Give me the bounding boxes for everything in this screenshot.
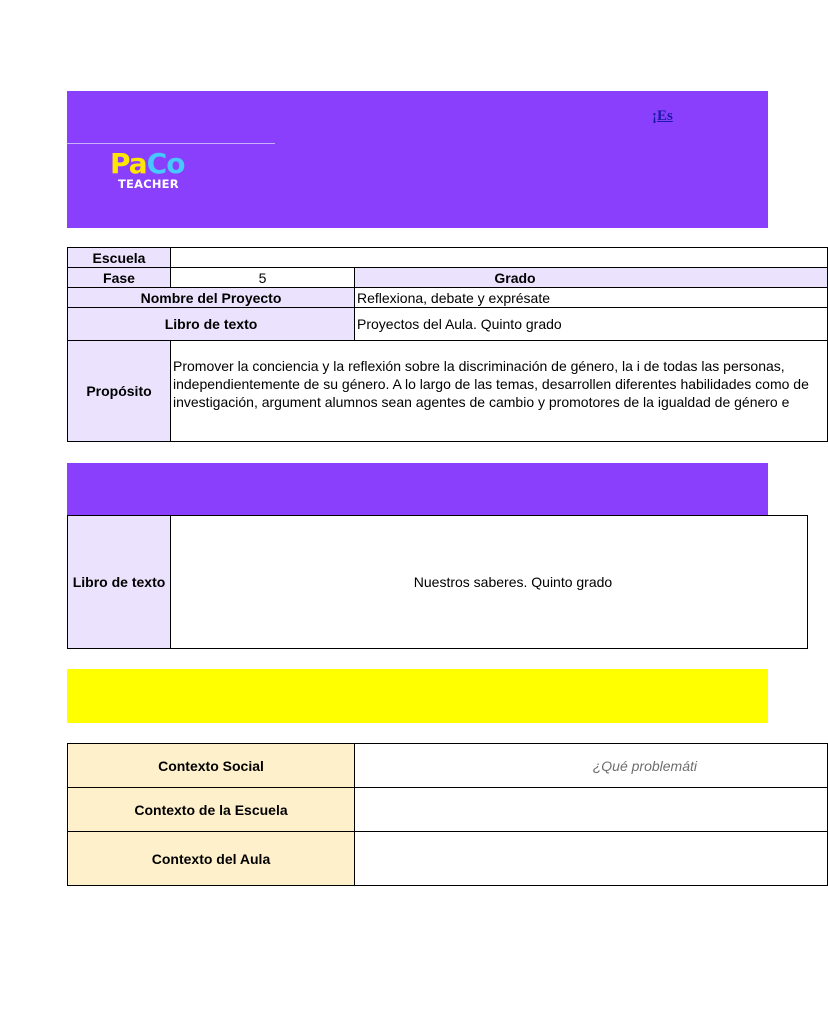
contexto-escuela-label: Contexto de la Escuela	[68, 788, 355, 832]
grado-label: Grado	[355, 268, 828, 288]
logo-divider	[67, 143, 275, 144]
libro-value[interactable]: Proyectos del Aula. Quinto grado	[355, 308, 828, 341]
proposito-label: Propósito	[68, 341, 171, 442]
nombre-value[interactable]: Reflexiona, debate y exprésate	[355, 288, 828, 308]
fase-value[interactable]: 5	[171, 268, 355, 288]
fase-label: Fase	[68, 268, 171, 288]
escuela-value[interactable]	[171, 248, 828, 268]
project-table	[67, 247, 809, 444]
proposito-value[interactable]: Promover la conciencia y la reflexión sobre la discriminación de género, la i de todas las personas, independientemente de su género. A lo largo de las temas, desarrollen diferentes habilidades como de investigación, argument alumnos sean agentes de cambio y promotores de la igualdad de género e	[171, 341, 828, 442]
contexto-social-label: Contexto Social	[68, 744, 355, 788]
section-bar-purple	[67, 463, 768, 516]
book-label: Libro de texto	[68, 516, 171, 649]
logo-pa: Pa	[110, 147, 147, 180]
book-value[interactable]: Nuestros saberes. Quinto grado	[171, 516, 808, 649]
contexto-social-value[interactable]: ¿Qué problemáti	[355, 744, 828, 788]
libro-label: Libro de texto	[68, 308, 355, 341]
nombre-label: Nombre del Proyecto	[68, 288, 355, 308]
contexto-escuela-value[interactable]	[355, 788, 828, 832]
context-table	[67, 743, 697, 887]
contexto-aula-value[interactable]	[355, 832, 828, 886]
header-link[interactable]: ¡Es	[652, 108, 673, 124]
paco-teacher-logo	[110, 147, 200, 195]
escuela-label: Escuela	[68, 248, 171, 268]
contexto-aula-label: Contexto del Aula	[68, 832, 355, 886]
book-table	[67, 515, 671, 650]
logo-co: Co	[146, 147, 185, 180]
section-bar-yellow	[67, 669, 768, 723]
logo-subtitle: TEACHER	[118, 177, 179, 191]
